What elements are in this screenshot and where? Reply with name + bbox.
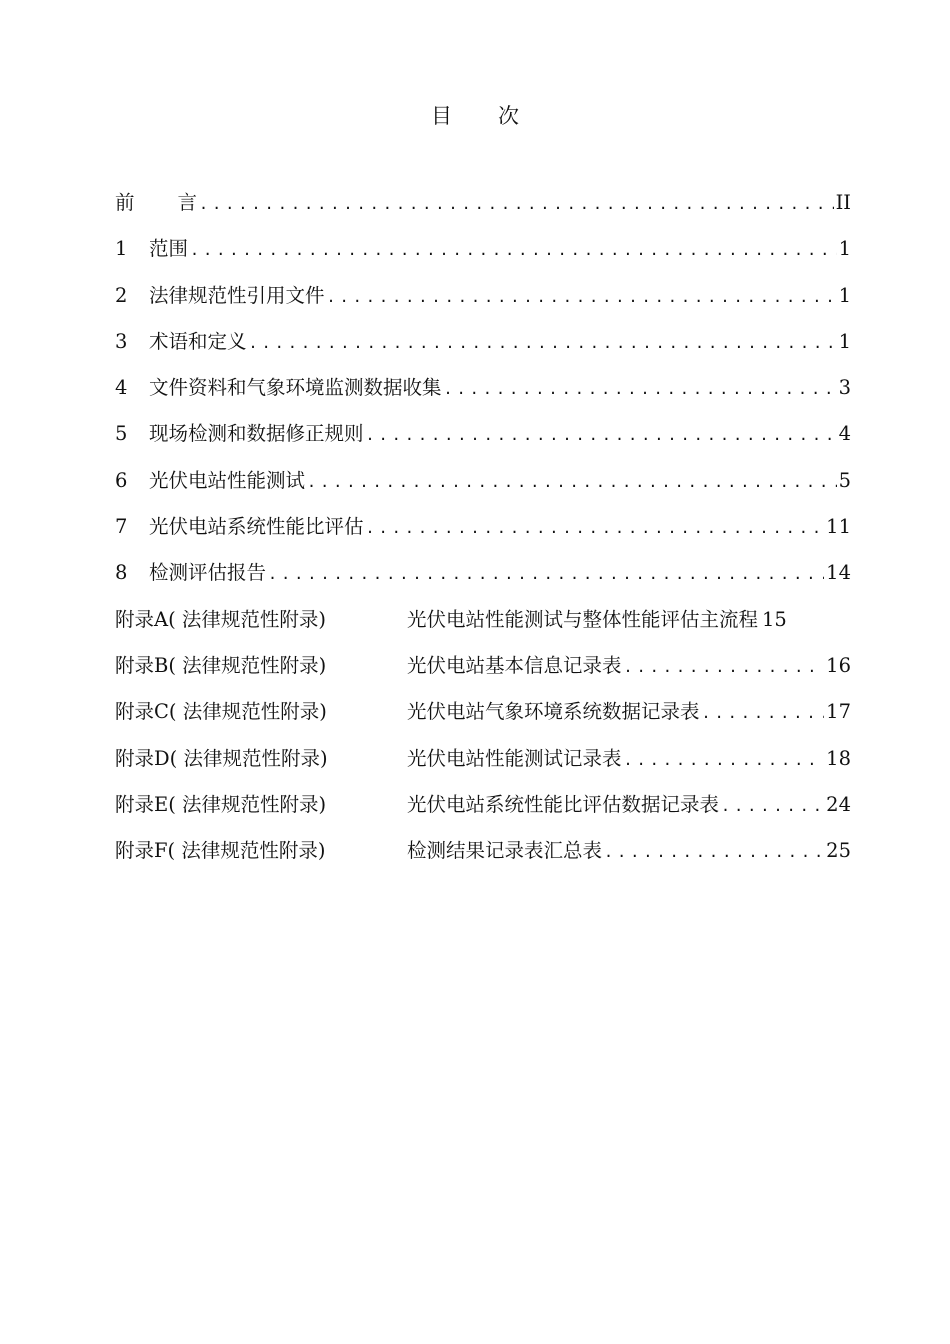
toc-page-number: 16 xyxy=(826,653,851,677)
toc-page-number: 1 xyxy=(838,329,851,353)
dot-leader xyxy=(721,789,824,823)
toc-entry-label: 文件资料和气象环境监测数据收集 xyxy=(149,376,442,400)
toc-appendix-prefix: 附录E( 法律规范性附录) xyxy=(115,792,327,816)
toc-appendix-prefix: 附录D( 法律规范性附录) xyxy=(115,746,328,770)
toc-title-left: 目 xyxy=(431,104,452,128)
toc-entry-4[interactable] xyxy=(115,371,851,417)
toc-appendix-prefix: 附录C( 法律规范性附录) xyxy=(115,700,327,724)
toc-entry-7[interactable] xyxy=(115,510,851,556)
toc-appendix-b[interactable] xyxy=(115,649,851,695)
dot-leader xyxy=(624,650,825,684)
toc-appendix-prefix: 附录B( 法律规范性附录) xyxy=(115,653,327,677)
dot-leader xyxy=(366,511,825,545)
dot-leader xyxy=(604,835,824,869)
toc-entry-label: 光伏电站气象环境系统数据记录表 xyxy=(407,700,700,724)
toc-page-number: 25 xyxy=(826,839,851,863)
toc-appendix-a[interactable] xyxy=(115,603,851,649)
toc-section-number: 4 xyxy=(115,376,128,400)
toc-entry-label: 光伏电站基本信息记录表 xyxy=(407,653,622,677)
toc-page-number: 11 xyxy=(826,515,851,539)
toc-page-number: 1 xyxy=(838,283,851,307)
toc-appendix-prefix: 附录A( 法律规范性附录) xyxy=(115,607,326,631)
toc-page-number: 24 xyxy=(826,792,851,816)
toc-appendix-f[interactable] xyxy=(115,834,851,880)
toc-section-number: 6 xyxy=(115,468,128,492)
dot-leader xyxy=(268,557,824,591)
toc-entry-8[interactable] xyxy=(115,556,851,602)
dot-leader xyxy=(444,372,837,406)
toc-entry-label: 检测结果记录表汇总表 xyxy=(407,839,603,863)
toc-appendix-prefix: 附录F( 法律规范性附录) xyxy=(115,839,326,863)
toc-entry-label: 检测评估报告 xyxy=(149,561,267,585)
toc-page-number: 15 xyxy=(762,607,787,631)
toc-title xyxy=(0,100,950,130)
toc-entry-label: 光伏电站系统性能比评估数据记录表 xyxy=(407,792,720,816)
toc-appendix-c[interactable] xyxy=(115,695,851,741)
toc-entry-label: 范围 xyxy=(149,237,189,261)
toc-page-number: 14 xyxy=(826,561,851,585)
toc-page-number: 4 xyxy=(838,422,851,446)
toc-entry-label: 现场检测和数据修正规则 xyxy=(149,422,364,446)
toc-section-number: 3 xyxy=(115,329,128,353)
dot-leader xyxy=(249,326,837,360)
toc-entry-preface[interactable] xyxy=(115,186,851,232)
toc-entry-label: 光伏电站性能测试与整体性能评估主流程 xyxy=(407,607,759,631)
toc-appendix-d[interactable] xyxy=(115,742,851,788)
toc-section-number: 7 xyxy=(115,515,128,539)
dot-leader xyxy=(366,418,837,452)
toc-entry-5[interactable] xyxy=(115,417,851,463)
toc-section-number: 1 xyxy=(115,237,128,261)
toc-entry-label: 法律规范性引用文件 xyxy=(149,283,325,307)
toc-section-number: 2 xyxy=(115,283,128,307)
toc-list xyxy=(115,186,851,880)
dot-leader xyxy=(307,465,837,499)
toc-title-right: 次 xyxy=(498,104,519,128)
toc-page-number: II xyxy=(835,191,851,214)
toc-entry-label: 光伏电站性能测试记录表 xyxy=(407,746,622,770)
toc-section-number: 5 xyxy=(115,422,128,446)
toc-entry-label: 术语和定义 xyxy=(149,329,247,353)
toc-entry-3[interactable] xyxy=(115,325,851,371)
dot-leader xyxy=(702,696,825,730)
toc-appendix-e[interactable] xyxy=(115,788,851,834)
toc-entry-2[interactable] xyxy=(115,279,851,325)
toc-page-number: 5 xyxy=(838,468,851,492)
toc-page-number: 3 xyxy=(838,376,851,400)
dot-leader xyxy=(624,743,825,777)
toc-entry-label: 前 言 xyxy=(115,191,198,214)
toc-entry-label: 光伏电站系统性能比评估 xyxy=(149,515,364,539)
dot-leader xyxy=(327,280,837,314)
toc-entry-label: 光伏电站性能测试 xyxy=(149,468,306,492)
toc-section-number: 8 xyxy=(115,561,128,585)
dot-leader xyxy=(199,187,834,221)
toc-entry-1[interactable] xyxy=(115,232,851,278)
toc-page-number: 1 xyxy=(838,237,851,261)
toc-entry-6[interactable] xyxy=(115,464,851,510)
toc-page-number: 18 xyxy=(826,746,851,770)
dot-leader xyxy=(190,233,837,267)
toc-page-number: 17 xyxy=(826,700,851,724)
